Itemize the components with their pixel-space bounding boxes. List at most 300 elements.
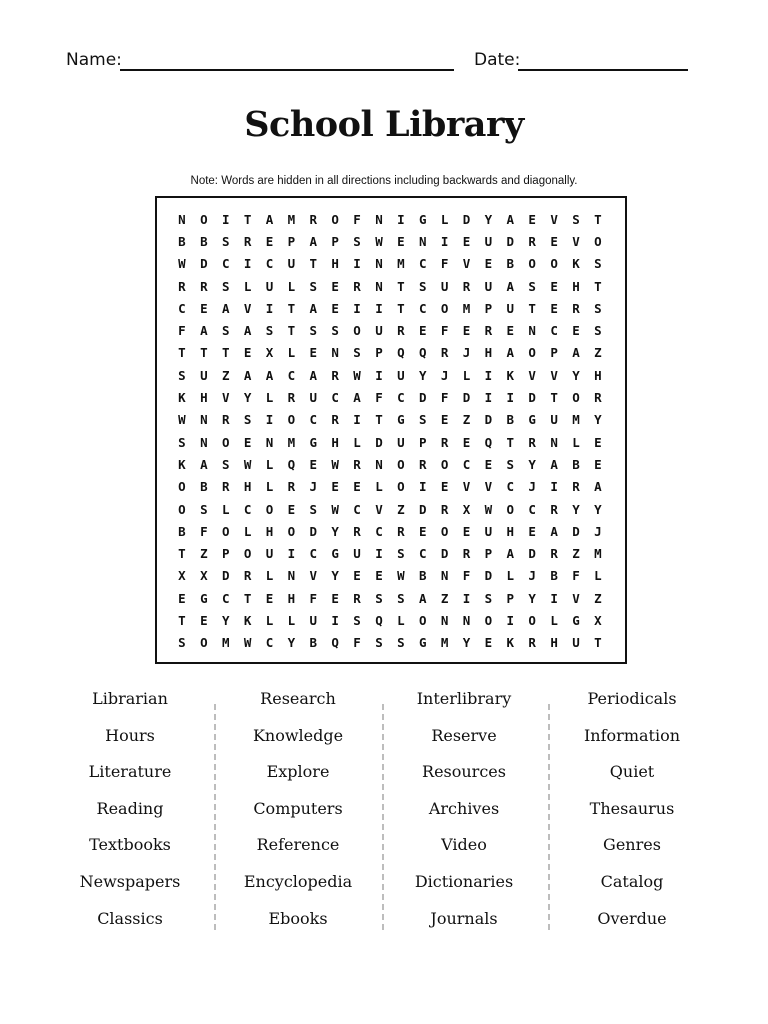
grid-letter[interactable]: N <box>331 345 339 361</box>
grid-letter[interactable]: L <box>243 523 252 539</box>
grid-letter[interactable]: C <box>418 300 427 316</box>
grid-letter[interactable]: R <box>550 546 558 562</box>
grid-letter[interactable]: S <box>375 590 383 606</box>
grid-letter[interactable]: G <box>528 412 536 428</box>
grid-letter[interactable]: R <box>572 479 580 495</box>
grid-letter[interactable]: O <box>178 479 186 495</box>
grid-letter[interactable]: R <box>353 590 361 606</box>
grid-letter[interactable]: R <box>484 323 493 339</box>
grid-letter[interactable]: X <box>462 501 471 517</box>
grid-letter[interactable]: E <box>594 434 602 450</box>
grid-letter[interactable]: T <box>287 323 296 339</box>
grid-letter[interactable]: T <box>375 412 383 428</box>
grid-letter[interactable]: E <box>506 323 515 339</box>
grid-letter[interactable]: N <box>375 256 383 272</box>
grid-letter[interactable]: T <box>178 345 186 361</box>
grid-letter[interactable]: T <box>178 546 186 562</box>
grid-letter[interactable]: R <box>594 390 602 406</box>
grid-letter[interactable]: Y <box>528 590 536 606</box>
grid-letter[interactable]: W <box>178 412 186 428</box>
grid-letter[interactable]: O <box>287 412 296 428</box>
grid-letter[interactable]: R <box>200 278 208 294</box>
grid-letter[interactable]: E <box>418 323 427 339</box>
grid-letter[interactable]: I <box>243 256 252 272</box>
grid-letter[interactable]: R <box>462 546 471 562</box>
grid-letter[interactable]: X <box>265 345 274 361</box>
grid-letter[interactable]: C <box>243 501 252 517</box>
grid-letter[interactable]: M <box>462 300 471 316</box>
grid-letter[interactable]: D <box>200 256 208 272</box>
grid-letter[interactable]: E <box>550 278 558 294</box>
grid-letter[interactable]: O <box>594 233 602 249</box>
grid-letter[interactable]: V <box>484 479 493 495</box>
grid-letter[interactable]: E <box>265 590 274 606</box>
grid-letter[interactable]: E <box>200 612 208 628</box>
grid-letter[interactable]: I <box>550 479 558 495</box>
grid-letter[interactable]: O <box>528 256 536 272</box>
grid-letter[interactable]: H <box>484 345 493 361</box>
grid-letter[interactable]: P <box>375 345 383 361</box>
grid-letter[interactable]: I <box>462 590 471 606</box>
grid-letter[interactable]: R <box>287 479 296 495</box>
grid-letter[interactable]: R <box>418 456 427 472</box>
grid-letter[interactable]: V <box>572 233 580 249</box>
grid-letter[interactable]: A <box>353 390 361 406</box>
grid-letter[interactable]: E <box>528 523 536 539</box>
grid-letter[interactable]: M <box>594 546 602 562</box>
grid-letter[interactable]: U <box>440 278 449 294</box>
grid-letter[interactable]: P <box>331 233 339 249</box>
grid-letter[interactable]: S <box>178 434 186 450</box>
grid-letter[interactable]: N <box>440 568 449 584</box>
grid-letter[interactable]: N <box>440 612 449 628</box>
grid-letter[interactable]: X <box>200 568 208 584</box>
grid-letter[interactable]: B <box>200 479 208 495</box>
grid-letter[interactable]: V <box>572 590 580 606</box>
grid-letter[interactable]: S <box>528 278 536 294</box>
grid-letter[interactable]: T <box>221 345 230 361</box>
grid-letter[interactable]: B <box>178 233 186 249</box>
grid-letter[interactable]: A <box>200 323 208 339</box>
grid-letter[interactable]: S <box>221 278 230 294</box>
grid-letter[interactable]: T <box>594 635 602 651</box>
grid-letter[interactable]: N <box>178 211 186 227</box>
grid-letter[interactable]: U <box>265 278 274 294</box>
grid-letter[interactable]: C <box>265 635 274 651</box>
grid-letter[interactable]: P <box>506 590 515 606</box>
grid-letter[interactable]: I <box>506 390 515 406</box>
grid-letter[interactable]: I <box>375 546 383 562</box>
grid-letter[interactable]: Y <box>418 367 427 383</box>
grid-letter[interactable]: L <box>265 390 274 406</box>
grid-letter[interactable]: I <box>353 412 361 428</box>
grid-letter[interactable]: I <box>265 300 274 316</box>
grid-letter[interactable]: V <box>375 501 383 517</box>
grid-letter[interactable]: S <box>397 590 405 606</box>
grid-letter[interactable]: T <box>200 345 208 361</box>
grid-letter[interactable]: N <box>265 434 274 450</box>
grid-letter[interactable]: F <box>440 256 449 272</box>
grid-letter[interactable]: S <box>221 323 230 339</box>
grid-letter[interactable]: G <box>331 546 339 562</box>
grid-letter[interactable]: E <box>353 568 361 584</box>
grid-letter[interactable]: O <box>243 546 252 562</box>
grid-letter[interactable]: Q <box>287 456 296 472</box>
grid-letter[interactable]: H <box>594 367 602 383</box>
grid-letter[interactable]: E <box>528 211 536 227</box>
grid-letter[interactable]: R <box>243 233 252 249</box>
grid-letter[interactable]: E <box>331 300 339 316</box>
grid-letter[interactable]: T <box>243 211 252 227</box>
grid-letter[interactable]: E <box>309 345 318 361</box>
grid-letter[interactable]: U <box>484 523 493 539</box>
grid-letter[interactable]: D <box>528 390 536 406</box>
grid-letter[interactable]: D <box>375 434 383 450</box>
grid-letter[interactable]: O <box>440 456 449 472</box>
grid-letter[interactable]: R <box>572 300 580 316</box>
grid-letter[interactable]: K <box>506 635 515 651</box>
grid-letter[interactable]: V <box>462 479 471 495</box>
grid-letter[interactable]: R <box>550 501 558 517</box>
grid-letter[interactable]: V <box>528 367 536 383</box>
grid-letter[interactable]: N <box>375 278 383 294</box>
grid-letter[interactable]: L <box>572 434 580 450</box>
grid-letter[interactable]: W <box>243 456 252 472</box>
grid-letter[interactable]: E <box>397 233 405 249</box>
grid-letter[interactable]: I <box>353 300 361 316</box>
grid-letter[interactable]: S <box>221 233 230 249</box>
grid-letter[interactable]: V <box>243 300 252 316</box>
grid-letter[interactable]: C <box>550 323 558 339</box>
grid-letter[interactable]: F <box>353 635 361 651</box>
grid-letter[interactable]: L <box>353 434 361 450</box>
grid-letter[interactable]: C <box>309 412 318 428</box>
grid-letter[interactable]: K <box>506 367 515 383</box>
grid-letter[interactable]: Y <box>572 501 580 517</box>
grid-letter[interactable]: Z <box>594 345 602 361</box>
grid-letter[interactable]: S <box>331 323 339 339</box>
grid-letter[interactable]: E <box>440 479 449 495</box>
grid-letter[interactable]: E <box>484 256 493 272</box>
grid-letter[interactable]: Y <box>221 612 230 628</box>
grid-letter[interactable]: U <box>397 434 405 450</box>
grid-letter[interactable]: C <box>418 256 427 272</box>
grid-letter[interactable]: L <box>221 501 230 517</box>
grid-letter[interactable]: F <box>375 390 383 406</box>
grid-letter[interactable]: E <box>594 456 602 472</box>
grid-letter[interactable]: I <box>440 233 449 249</box>
grid-letter[interactable]: R <box>353 523 361 539</box>
grid-letter[interactable]: S <box>375 635 383 651</box>
grid-letter[interactable]: D <box>484 568 493 584</box>
grid-letter[interactable]: O <box>572 390 580 406</box>
grid-letter[interactable]: Q <box>331 635 339 651</box>
grid-letter[interactable]: S <box>594 256 602 272</box>
grid-letter[interactable]: D <box>462 390 471 406</box>
grid-letter[interactable]: S <box>594 300 602 316</box>
grid-letter[interactable]: S <box>178 367 186 383</box>
grid-letter[interactable]: O <box>440 523 449 539</box>
grid-letter[interactable]: T <box>594 278 602 294</box>
grid-letter[interactable]: T <box>287 300 296 316</box>
grid-letter[interactable]: D <box>506 233 515 249</box>
grid-letter[interactable]: V <box>550 211 558 227</box>
grid-letter[interactable]: I <box>375 367 383 383</box>
grid-letter[interactable]: D <box>528 546 536 562</box>
grid-letter[interactable]: B <box>178 523 186 539</box>
grid-letter[interactable]: D <box>484 412 493 428</box>
grid-letter[interactable]: E <box>462 323 471 339</box>
grid-letter[interactable]: E <box>462 523 471 539</box>
grid-letter[interactable]: F <box>178 323 186 339</box>
grid-letter[interactable]: M <box>440 635 449 651</box>
grid-letter[interactable]: B <box>418 568 427 584</box>
grid-letter[interactable]: F <box>440 390 449 406</box>
grid-letter[interactable]: H <box>243 479 252 495</box>
grid-letter[interactable]: A <box>572 345 580 361</box>
grid-letter[interactable]: S <box>353 233 361 249</box>
grid-letter[interactable]: B <box>506 256 515 272</box>
grid-letter[interactable]: I <box>418 479 427 495</box>
grid-letter[interactable]: S <box>484 590 493 606</box>
grid-letter[interactable]: A <box>243 323 252 339</box>
grid-letter[interactable]: C <box>331 390 339 406</box>
grid-letter[interactable]: J <box>440 367 449 383</box>
grid-letter[interactable]: P <box>484 300 493 316</box>
grid-letter[interactable]: E <box>178 590 186 606</box>
grid-letter[interactable]: A <box>506 345 515 361</box>
grid-letter[interactable]: O <box>178 501 186 517</box>
grid-letter[interactable]: P <box>550 345 558 361</box>
grid-letter[interactable]: F <box>462 568 471 584</box>
grid-letter[interactable]: P <box>484 546 493 562</box>
grid-letter[interactable]: X <box>594 612 602 628</box>
grid-letter[interactable]: M <box>397 256 405 272</box>
grid-letter[interactable]: N <box>418 233 427 249</box>
grid-letter[interactable]: A <box>550 456 558 472</box>
grid-letter[interactable]: L <box>594 568 602 584</box>
grid-letter[interactable]: Y <box>594 501 602 517</box>
grid-letter[interactable]: N <box>287 568 296 584</box>
grid-letter[interactable]: I <box>353 256 361 272</box>
grid-letter[interactable]: B <box>550 568 558 584</box>
grid-letter[interactable]: H <box>331 434 339 450</box>
grid-letter[interactable]: O <box>287 523 296 539</box>
grid-letter[interactable]: V <box>309 568 318 584</box>
grid-letter[interactable]: L <box>287 345 296 361</box>
grid-letter[interactable]: S <box>353 612 361 628</box>
grid-letter[interactable]: D <box>418 501 427 517</box>
grid-letter[interactable]: R <box>353 278 361 294</box>
grid-letter[interactable]: O <box>265 501 274 517</box>
grid-letter[interactable]: S <box>309 323 318 339</box>
grid-letter[interactable]: Z <box>200 546 208 562</box>
grid-letter[interactable]: M <box>287 211 296 227</box>
grid-letter[interactable]: V <box>462 256 471 272</box>
grid-letter[interactable]: E <box>309 456 318 472</box>
grid-letter[interactable]: A <box>309 233 318 249</box>
grid-letter[interactable]: C <box>287 367 296 383</box>
grid-letter[interactable]: E <box>550 300 558 316</box>
grid-letter[interactable]: K <box>572 256 580 272</box>
grid-letter[interactable]: C <box>221 256 230 272</box>
grid-letter[interactable]: W <box>353 367 361 383</box>
grid-letter[interactable]: R <box>221 479 230 495</box>
grid-letter[interactable]: H <box>200 390 208 406</box>
grid-letter[interactable]: E <box>331 590 339 606</box>
grid-letter[interactable]: O <box>528 345 536 361</box>
grid-letter[interactable]: L <box>550 612 558 628</box>
grid-letter[interactable]: O <box>506 501 515 517</box>
grid-letter[interactable]: T <box>506 434 515 450</box>
grid-letter[interactable]: H <box>506 523 515 539</box>
grid-letter[interactable]: G <box>572 612 580 628</box>
grid-letter[interactable]: I <box>265 412 274 428</box>
grid-letter[interactable]: U <box>309 612 318 628</box>
date-field[interactable] <box>518 69 688 71</box>
grid-letter[interactable]: R <box>331 412 339 428</box>
grid-letter[interactable]: Y <box>594 412 602 428</box>
grid-letter[interactable]: M <box>221 635 230 651</box>
grid-letter[interactable]: F <box>353 211 361 227</box>
grid-letter[interactable]: R <box>331 367 339 383</box>
grid-letter[interactable]: I <box>484 367 493 383</box>
grid-letter[interactable]: L <box>287 278 296 294</box>
grid-letter[interactable]: H <box>265 523 274 539</box>
grid-letter[interactable]: E <box>353 479 361 495</box>
grid-letter[interactable]: R <box>528 635 536 651</box>
grid-letter[interactable]: H <box>572 278 580 294</box>
grid-letter[interactable]: F <box>572 568 580 584</box>
grid-letter[interactable]: L <box>265 479 274 495</box>
grid-letter[interactable]: H <box>550 635 558 651</box>
grid-letter[interactable]: Y <box>572 367 580 383</box>
grid-letter[interactable]: N <box>528 323 536 339</box>
grid-letter[interactable]: S <box>506 456 515 472</box>
grid-letter[interactable]: Q <box>484 434 493 450</box>
grid-letter[interactable]: C <box>353 501 361 517</box>
grid-letter[interactable]: E <box>200 300 208 316</box>
grid-letter[interactable]: W <box>331 501 339 517</box>
grid-letter[interactable]: A <box>265 211 274 227</box>
grid-letter[interactable]: R <box>528 233 536 249</box>
grid-letter[interactable]: Z <box>572 546 580 562</box>
grid-letter[interactable]: I <box>375 300 383 316</box>
grid-letter[interactable]: W <box>397 568 405 584</box>
grid-letter[interactable]: C <box>221 590 230 606</box>
grid-letter[interactable]: W <box>375 233 383 249</box>
grid-letter[interactable]: I <box>397 211 405 227</box>
grid-letter[interactable]: L <box>243 278 252 294</box>
grid-letter[interactable]: U <box>484 233 493 249</box>
grid-letter[interactable]: W <box>178 256 186 272</box>
grid-letter[interactable]: E <box>287 501 296 517</box>
grid-letter[interactable]: R <box>528 434 536 450</box>
grid-letter[interactable]: T <box>178 612 186 628</box>
grid-letter[interactable]: G <box>309 434 318 450</box>
grid-letter[interactable]: N <box>550 434 558 450</box>
grid-letter[interactable]: R <box>243 568 252 584</box>
grid-letter[interactable]: Q <box>375 612 383 628</box>
grid-letter[interactable]: S <box>178 635 186 651</box>
grid-letter[interactable]: S <box>265 323 274 339</box>
grid-letter[interactable]: I <box>221 211 230 227</box>
grid-letter[interactable]: O <box>397 479 405 495</box>
grid-letter[interactable]: E <box>484 635 493 651</box>
grid-letter[interactable]: Z <box>594 590 602 606</box>
grid-letter[interactable]: C <box>528 501 536 517</box>
grid-letter[interactable]: E <box>462 233 471 249</box>
grid-letter[interactable]: E <box>484 456 493 472</box>
grid-letter[interactable]: M <box>287 434 296 450</box>
grid-letter[interactable]: N <box>375 211 383 227</box>
grid-letter[interactable]: Y <box>287 635 296 651</box>
grid-letter[interactable]: S <box>418 412 427 428</box>
grid-letter[interactable]: L <box>265 456 274 472</box>
grid-letter[interactable]: O <box>331 211 339 227</box>
grid-letter[interactable]: H <box>287 590 296 606</box>
name-field[interactable] <box>120 69 454 71</box>
grid-letter[interactable]: B <box>572 456 580 472</box>
grid-letter[interactable]: L <box>462 367 471 383</box>
grid-letter[interactable]: B <box>200 233 208 249</box>
grid-letter[interactable]: A <box>243 367 252 383</box>
grid-letter[interactable]: Z <box>462 412 471 428</box>
grid-letter[interactable]: S <box>243 412 252 428</box>
grid-letter[interactable]: S <box>309 501 318 517</box>
grid-letter[interactable]: S <box>309 278 318 294</box>
grid-letter[interactable]: N <box>375 456 383 472</box>
grid-letter[interactable]: R <box>397 323 405 339</box>
grid-letter[interactable]: T <box>397 278 405 294</box>
grid-letter[interactable]: T <box>594 211 602 227</box>
grid-letter[interactable]: L <box>265 612 274 628</box>
grid-letter[interactable]: O <box>221 523 230 539</box>
grid-letter[interactable]: R <box>287 390 296 406</box>
grid-letter[interactable]: O <box>528 612 536 628</box>
grid-letter[interactable]: A <box>221 300 230 316</box>
grid-letter[interactable]: U <box>397 367 405 383</box>
grid-letter[interactable]: A <box>309 367 318 383</box>
grid-letter[interactable]: J <box>528 479 536 495</box>
grid-letter[interactable]: W <box>243 635 252 651</box>
grid-letter[interactable]: P <box>287 233 296 249</box>
grid-letter[interactable]: Y <box>484 211 493 227</box>
grid-letter[interactable]: O <box>200 635 208 651</box>
grid-letter[interactable]: U <box>506 300 515 316</box>
grid-letter[interactable]: A <box>265 367 274 383</box>
grid-letter[interactable]: W <box>331 456 339 472</box>
grid-letter[interactable]: S <box>397 546 405 562</box>
grid-letter[interactable]: L <box>397 612 405 628</box>
grid-letter[interactable]: S <box>572 211 580 227</box>
grid-letter[interactable]: A <box>309 300 318 316</box>
grid-letter[interactable]: O <box>221 434 230 450</box>
grid-letter[interactable]: F <box>440 323 449 339</box>
grid-letter[interactable]: T <box>243 590 252 606</box>
grid-letter[interactable]: D <box>572 523 580 539</box>
grid-letter[interactable]: L <box>265 568 274 584</box>
grid-letter[interactable]: N <box>200 434 208 450</box>
grid-letter[interactable]: T <box>397 300 405 316</box>
grid-letter[interactable]: P <box>418 434 427 450</box>
grid-letter[interactable]: C <box>418 546 427 562</box>
grid-letter[interactable]: D <box>462 211 471 227</box>
grid-letter[interactable]: G <box>200 590 208 606</box>
grid-letter[interactable]: S <box>418 278 427 294</box>
grid-letter[interactable]: D <box>221 568 230 584</box>
grid-letter[interactable]: A <box>506 211 515 227</box>
